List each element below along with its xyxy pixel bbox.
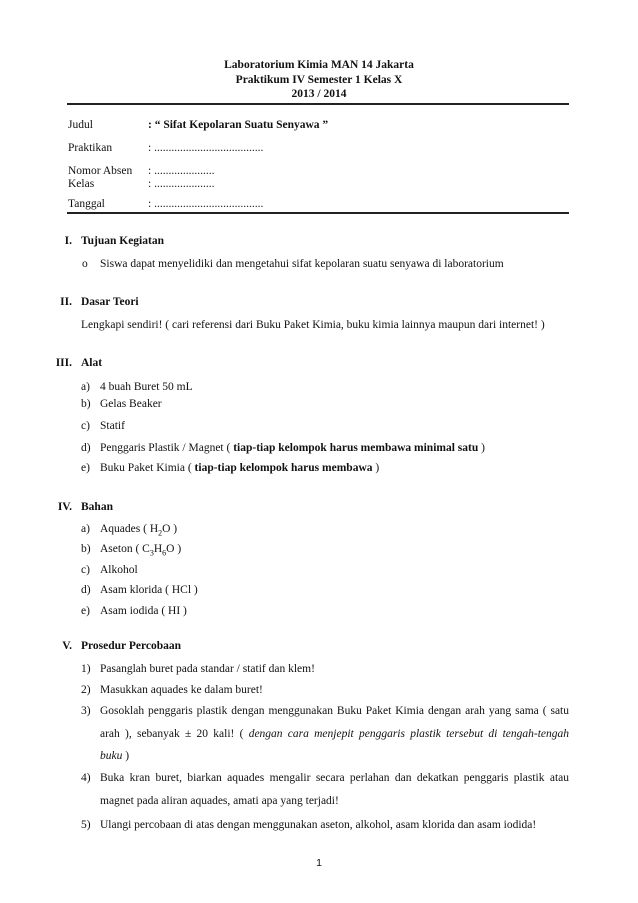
info-value-judul: : “ Sifat Kepolaran Suatu Senyawa ” bbox=[148, 119, 329, 131]
alat-marker-a: a) bbox=[81, 381, 90, 393]
header-line-3: 2013 / 2014 bbox=[291, 88, 347, 100]
alat-item-d-text: Penggaris Plastik / Magnet ( bbox=[100, 442, 231, 454]
info-value-kelas: : ..................... bbox=[148, 178, 215, 190]
info-label-judul: Judul bbox=[68, 119, 93, 131]
alat-item-c: Statif bbox=[100, 420, 125, 432]
section-3-title: Alat bbox=[81, 357, 103, 369]
bahan-item-b-sub1: 3 bbox=[149, 548, 154, 558]
alat-item-d bbox=[100, 442, 485, 454]
prosedur-item-3-text2: arah ), sebanyak ± 20 kali! ( bbox=[100, 728, 244, 740]
info-label-nomor-absen: Nomor Absen bbox=[68, 165, 133, 177]
prosedur-marker-1: 1) bbox=[81, 663, 91, 675]
alat-item-e-bold: tiap-tiap kelompok harus membawa bbox=[194, 462, 373, 474]
info-label-kelas: Kelas bbox=[68, 178, 95, 190]
section-1-text: Siswa dapat menyelidiki dan mengetahui sifat kepolaran suatu senyawa di laboratorium bbox=[100, 258, 504, 270]
prosedur-item-3-italic: dengan cara menjepit penggaris plastik tersebut di tengah-tengah bbox=[248, 728, 570, 740]
bahan-item-b-sub2: 6 bbox=[162, 548, 167, 558]
bahan-item-a-text: Aquades ( H bbox=[100, 523, 159, 535]
alat-marker-c: c) bbox=[81, 420, 90, 432]
bahan-item-b bbox=[100, 543, 181, 557]
section-5-number: V. bbox=[62, 640, 72, 652]
section-3-number: III. bbox=[55, 357, 72, 369]
bahan-marker-d: d) bbox=[81, 584, 91, 596]
section-2-number: II. bbox=[60, 296, 72, 308]
section-2-title: Dasar Teori bbox=[81, 296, 139, 308]
page-number: 1 bbox=[316, 857, 322, 869]
info-value-nomor-absen: : ..................... bbox=[148, 165, 215, 177]
header-line-1: Laboratorium Kimia MAN 14 Jakarta bbox=[224, 59, 414, 71]
prosedur-item-3-line-3 bbox=[100, 750, 129, 762]
alat-marker-b: b) bbox=[81, 398, 91, 410]
bahan-item-d: Asam klorida ( HCl ) bbox=[100, 584, 198, 596]
bahan-marker-e: e) bbox=[81, 605, 90, 617]
alat-item-d-bold: tiap-tiap kelompok harus membawa minimal satu bbox=[233, 442, 479, 454]
alat-marker-d: d) bbox=[81, 442, 91, 454]
prosedur-item-4-line-2: magnet pada aliran aquades, amati apa yang terjadi! bbox=[100, 795, 339, 807]
prosedur-item-4-line-1: Buka kran buret, biarkan aquades mengalir secara perlahan dan dekatkan penggaris plastik atau bbox=[100, 772, 569, 784]
info-rule bbox=[67, 212, 569, 214]
section-1-title: Tujuan Kegiatan bbox=[81, 235, 164, 247]
alat-marker-e: e) bbox=[81, 462, 90, 474]
prosedur-item-3-end: ) bbox=[125, 750, 130, 762]
bahan-item-a-sub: 2 bbox=[158, 528, 163, 538]
header-line-2: Praktikum IV Semester 1 Kelas X bbox=[235, 74, 403, 86]
info-label-praktikan: Praktikan bbox=[68, 142, 113, 154]
bahan-item-c: Alkohol bbox=[100, 564, 138, 576]
alat-item-e bbox=[100, 462, 379, 474]
bahan-marker-c: c) bbox=[81, 564, 90, 576]
bahan-item-a bbox=[100, 523, 177, 537]
alat-item-a: 4 buah Buret 50 mL bbox=[100, 381, 193, 393]
bahan-marker-a: a) bbox=[81, 523, 90, 535]
bahan-item-a-text2: O ) bbox=[162, 523, 178, 535]
bahan-item-e: Asam iodida ( HI ) bbox=[100, 605, 187, 617]
bahan-item-b-text3: O ) bbox=[166, 543, 182, 555]
prosedur-marker-2: 2) bbox=[81, 684, 91, 696]
prosedur-item-3-italic2: buku bbox=[100, 750, 123, 762]
header-rule bbox=[67, 103, 569, 105]
prosedur-marker-4: 4) bbox=[81, 772, 91, 784]
bahan-item-b-text2: H bbox=[153, 543, 163, 555]
section-4-number: IV. bbox=[57, 501, 72, 513]
section-4-title: Bahan bbox=[81, 501, 113, 513]
bahan-marker-b: b) bbox=[81, 543, 91, 555]
bahan-item-b-text: Aseton ( C bbox=[100, 543, 150, 555]
alat-item-d-end: ) bbox=[481, 442, 485, 454]
info-value-tanggal: : ...................................... bbox=[148, 198, 264, 210]
prosedur-item-5: Ulangi percobaan di atas dengan menggunakan aseton, alkohol, asam klorida dan asam iodida! bbox=[100, 819, 537, 831]
prosedur-marker-3: 3) bbox=[81, 705, 91, 717]
alat-item-e-text: Buku Paket Kimia ( bbox=[100, 462, 192, 474]
prosedur-item-3-line-2 bbox=[100, 728, 569, 740]
section-5-title: Prosedur Percobaan bbox=[81, 640, 181, 652]
prosedur-item-3-line-1: Gosoklah penggaris plastik dengan menggunakan Buku Paket Kimia dengan arah yang sama ( satu bbox=[100, 705, 569, 717]
alat-item-b: Gelas Beaker bbox=[100, 398, 162, 410]
info-label-tanggal: Tanggal bbox=[68, 198, 105, 210]
section-1-bullet: o bbox=[82, 258, 88, 270]
section-1-number: I. bbox=[64, 235, 72, 247]
prosedur-item-1: Pasanglah buret pada standar / statif dan klem! bbox=[100, 663, 315, 675]
info-value-praktikan: : ...................................... bbox=[148, 142, 264, 154]
prosedur-marker-5: 5) bbox=[81, 819, 91, 831]
alat-item-e-end: ) bbox=[375, 462, 380, 474]
section-2-text: Lengkapi sendiri! ( cari referensi dari Buku Paket Kimia, buku kimia lainnya maupun dari internet! ) bbox=[81, 319, 545, 331]
prosedur-item-2: Masukkan aquades ke dalam buret! bbox=[100, 684, 263, 696]
